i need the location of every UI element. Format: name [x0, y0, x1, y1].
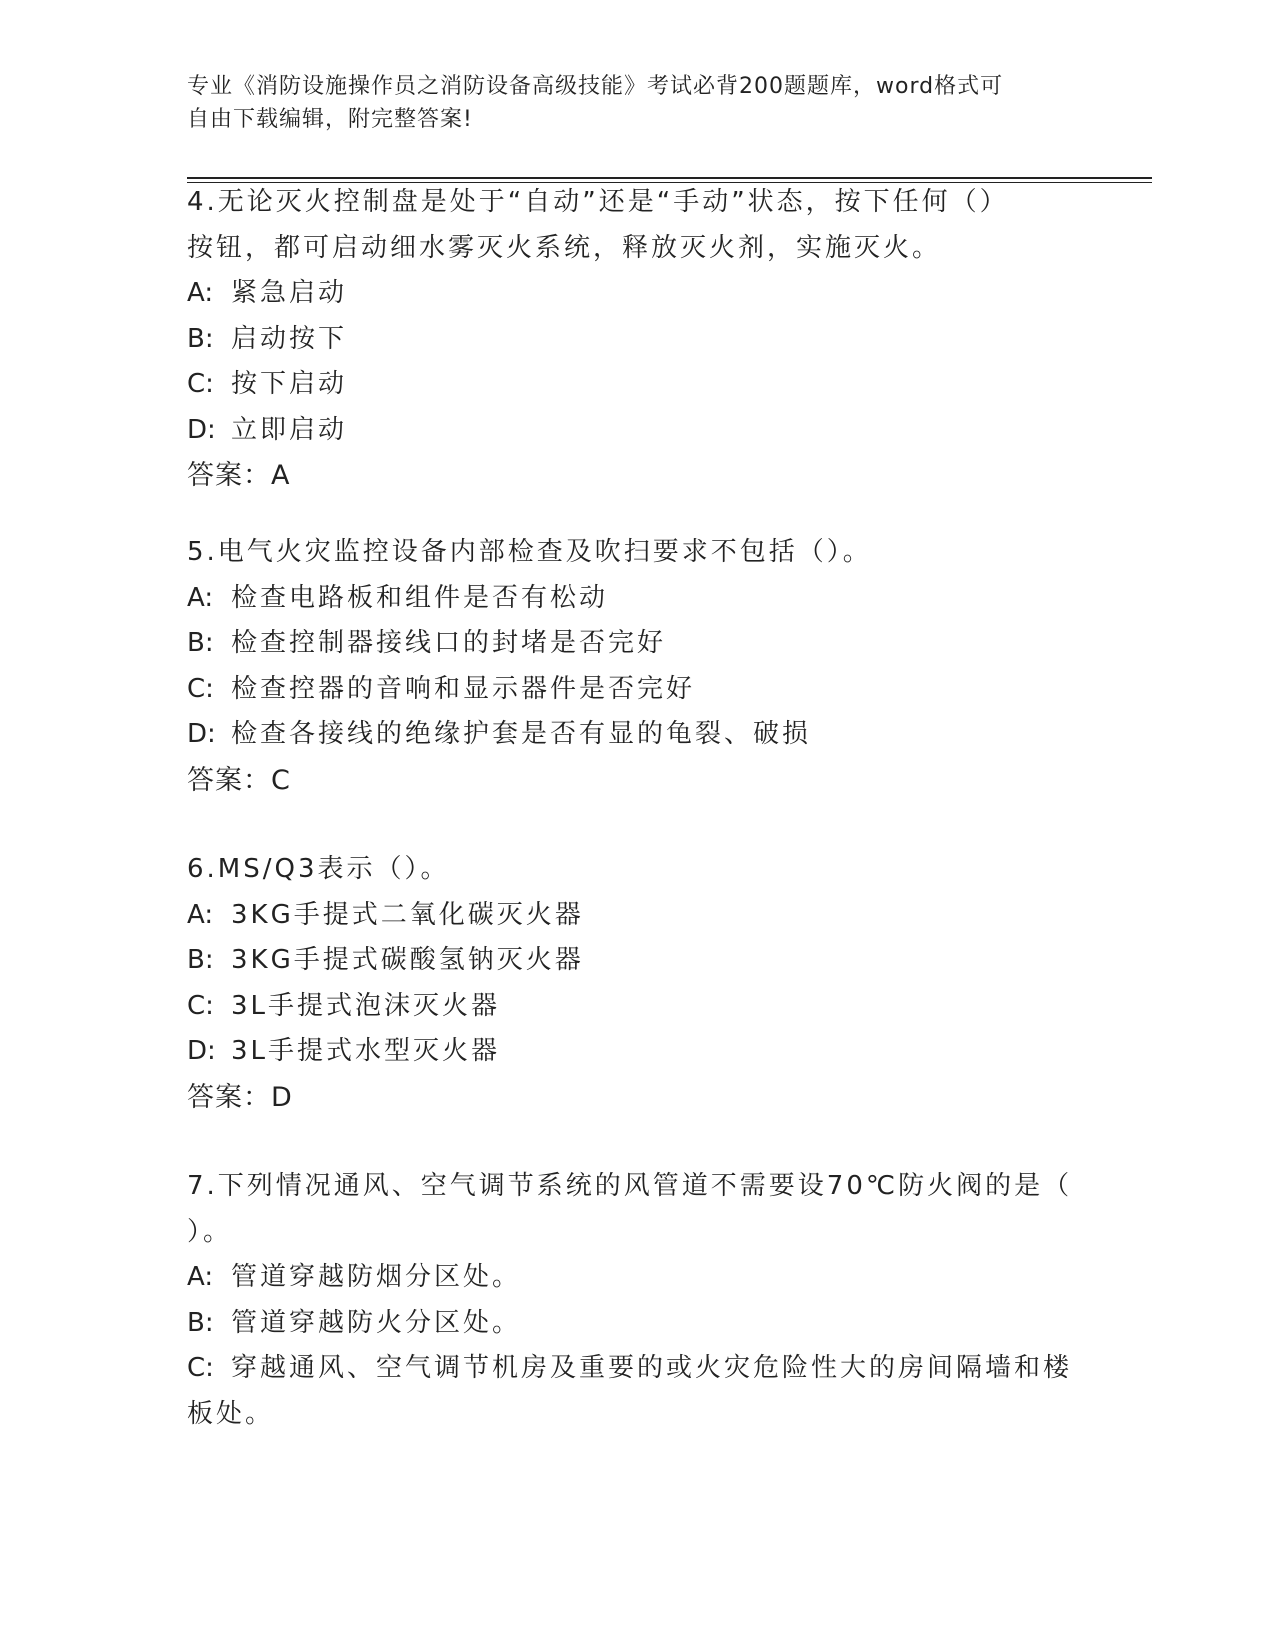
option-text: 检查电路板和组件是否有松动	[231, 582, 609, 613]
answer	[187, 1075, 1087, 1121]
question-4	[187, 180, 1087, 499]
answer	[187, 758, 1087, 804]
answer-label: 答案：	[187, 460, 271, 491]
option-key: D:	[187, 1036, 216, 1066]
question-6	[187, 847, 1087, 1120]
option-text: 紧急启动	[231, 278, 348, 308]
option-d	[187, 712, 1087, 758]
option-text: 3KG手提式碳酸氢钠灭火器	[231, 945, 584, 975]
option-key: B:	[187, 323, 214, 354]
option-d	[187, 1029, 1087, 1075]
option-key: A:	[187, 582, 214, 613]
option-key: B:	[187, 945, 214, 975]
answer-label: 答案：	[187, 1081, 271, 1113]
option-text: 管道穿越防烟分区处。	[231, 1262, 522, 1292]
option-text: 立即启动	[231, 414, 348, 445]
option-b	[187, 1301, 1087, 1347]
question-stem: 5.电气火灾监控设备内部检查及吹扫要求不包括（）。	[187, 537, 872, 567]
option-text: 3L手提式泡沫灭火器	[231, 990, 501, 1021]
option-key: A:	[187, 899, 214, 930]
question-stem-cont: ）。	[187, 1216, 233, 1247]
option-c	[187, 1346, 1087, 1392]
option-c	[187, 667, 1087, 713]
option-c-continuation: 板处。	[187, 1398, 275, 1429]
option-key: C:	[187, 673, 214, 704]
option-text: 穿越通风、空气调节机房及重要的或火灾危险性大的房间隔墙和楼	[231, 1353, 1073, 1383]
option-a	[187, 271, 1087, 317]
option-key: C:	[187, 369, 214, 399]
answer-value: C	[271, 764, 291, 796]
option-a	[187, 893, 1087, 939]
question-7	[187, 1164, 1087, 1437]
option-text: 按下启动	[231, 369, 348, 399]
header-divider-top	[187, 177, 1152, 179]
option-key: B:	[187, 1307, 214, 1338]
option-text: 启动按下	[231, 323, 348, 354]
option-a	[187, 1255, 1087, 1301]
option-text: 检查控器的音响和显示器件是否完好	[231, 673, 696, 704]
option-text: 3L手提式水型灭火器	[231, 1036, 501, 1066]
question-5	[187, 530, 1087, 803]
question-stem: 6.MS/Q3表示（）。	[187, 854, 450, 884]
option-text: 管道穿越防火分区处。	[231, 1307, 522, 1338]
option-a	[187, 576, 1087, 622]
option-text: 检查各接线的绝缘护套是否有显的龟裂、破损	[231, 719, 812, 749]
question-stem: 4.无论灭火控制盘是处于“自动”还是“手动”状态，按下任何（）	[187, 187, 1009, 217]
option-text: 3KG手提式二氧化碳灭火器	[231, 899, 584, 930]
option-b	[187, 938, 1087, 984]
question-stem-cont: 按钮，都可启动细水雾灭火系统，释放灭火剂，实施灭火。	[187, 232, 942, 263]
option-d	[187, 408, 1087, 454]
option-key: D:	[187, 414, 216, 445]
answer-label: 答案：	[187, 764, 271, 796]
option-key: A:	[187, 1262, 214, 1292]
header-line-1: 专业《消防设施操作员之消防设备高级技能》考试必背200题题库，word格式可	[187, 74, 1004, 99]
option-key: D:	[187, 719, 216, 749]
option-b	[187, 317, 1087, 363]
option-key: B:	[187, 628, 214, 658]
option-key: A:	[187, 278, 214, 308]
question-stem: 7.下列情况通风、空气调节系统的风管道不需要设70℃防火阀的是（	[187, 1171, 1073, 1201]
header-line-2: 自由下载编辑，附完整答案!	[187, 107, 473, 132]
option-key: C:	[187, 990, 214, 1021]
document-header	[187, 70, 1067, 136]
option-c	[187, 984, 1087, 1030]
answer-value: D	[271, 1081, 293, 1113]
option-text: 检查控制器接线口的封堵是否完好	[231, 628, 667, 658]
option-c	[187, 362, 1087, 408]
option-b	[187, 621, 1087, 667]
option-key: C:	[187, 1353, 214, 1383]
answer-value: A	[271, 460, 291, 491]
answer	[187, 453, 1087, 499]
